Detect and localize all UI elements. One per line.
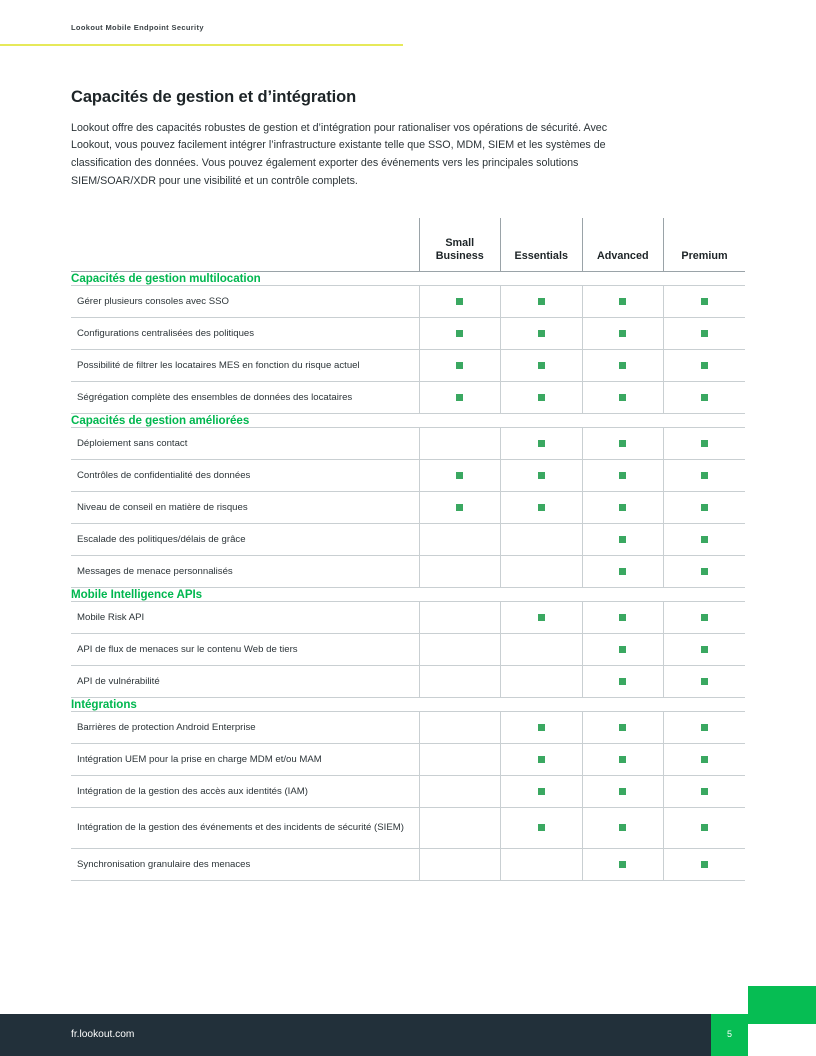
check-included-icon <box>701 362 708 369</box>
check-included-icon <box>619 788 626 795</box>
table-section-heading: Capacités de gestion améliorées <box>71 414 250 427</box>
check-included-icon <box>701 330 708 337</box>
check-included-icon <box>701 472 708 479</box>
feature-availability-cell <box>419 808 501 849</box>
feature-label: Gérer plusieurs consoles avec SSO <box>71 286 419 318</box>
feature-availability-cell <box>664 492 746 524</box>
check-included-icon <box>619 504 626 511</box>
check-included-icon <box>701 536 708 543</box>
check-included-icon <box>456 394 463 401</box>
feature-availability-cell <box>582 492 664 524</box>
check-included-icon <box>538 362 545 369</box>
feature-availability-cell <box>501 524 583 556</box>
feature-label: Ségrégation complète des ensembles de données des locataires <box>71 382 419 414</box>
section-spacer-cell <box>664 588 746 602</box>
check-included-icon <box>456 472 463 479</box>
check-included-icon <box>619 861 626 868</box>
table-row <box>71 350 745 382</box>
feature-availability-cell <box>582 460 664 492</box>
feature-availability-cell <box>664 712 746 744</box>
feature-availability-cell <box>419 634 501 666</box>
feature-availability-cell <box>501 318 583 350</box>
feature-label: API de vulnérabilité <box>71 666 419 698</box>
feature-availability-cell <box>419 382 501 414</box>
feature-availability-cell <box>664 428 746 460</box>
check-included-icon <box>619 362 626 369</box>
section-spacer-cell <box>582 272 664 286</box>
feature-availability-cell <box>664 776 746 808</box>
feature-availability-cell <box>664 744 746 776</box>
check-included-icon <box>538 330 545 337</box>
feature-availability-cell <box>664 808 746 849</box>
check-included-icon <box>619 756 626 763</box>
running-header <box>0 0 816 46</box>
feature-availability-cell <box>419 524 501 556</box>
feature-availability-cell <box>419 744 501 776</box>
feature-availability-cell <box>664 460 746 492</box>
feature-availability-cell <box>501 350 583 382</box>
feature-availability-cell <box>582 712 664 744</box>
feature-availability-cell <box>501 556 583 588</box>
feature-column-header <box>71 218 419 272</box>
table-section-heading: Capacités de gestion multilocation <box>71 272 261 285</box>
table-section-heading-row <box>71 414 745 428</box>
check-included-icon <box>619 824 626 831</box>
table-row <box>71 634 745 666</box>
feature-availability-cell <box>501 382 583 414</box>
check-included-icon <box>538 824 545 831</box>
feature-availability-cell <box>664 556 746 588</box>
feature-availability-cell <box>501 744 583 776</box>
section-spacer-cell <box>419 588 501 602</box>
feature-availability-cell <box>664 524 746 556</box>
feature-availability-cell <box>582 382 664 414</box>
table-body <box>71 272 745 881</box>
section-spacer-cell <box>582 588 664 602</box>
table-header-row <box>71 218 745 272</box>
tier-column-header-advanced <box>582 218 664 272</box>
section-spacer-cell <box>501 414 583 428</box>
page-title: Capacités de gestion et d’intégration <box>71 88 357 106</box>
check-included-icon <box>701 298 708 305</box>
feature-availability-cell <box>501 712 583 744</box>
table-row <box>71 428 745 460</box>
section-spacer-cell <box>664 272 746 286</box>
check-included-icon <box>701 440 708 447</box>
table-row <box>71 744 745 776</box>
check-included-icon <box>701 788 708 795</box>
running-header-label: Lookout Mobile Endpoint Security <box>71 23 204 32</box>
table-row <box>71 524 745 556</box>
feature-label: Niveau de conseil en matière de risques <box>71 492 419 524</box>
check-included-icon <box>456 298 463 305</box>
section-spacer-cell <box>501 272 583 286</box>
check-included-icon <box>619 678 626 685</box>
check-included-icon <box>538 472 545 479</box>
feature-availability-cell <box>664 666 746 698</box>
feature-label: Intégration de la gestion des accès aux identités (IAM) <box>71 776 419 808</box>
feature-availability-cell <box>582 849 664 881</box>
check-included-icon <box>701 504 708 511</box>
feature-availability-cell <box>419 712 501 744</box>
page-number: 5 <box>726 1029 732 1039</box>
feature-availability-cell <box>501 634 583 666</box>
feature-availability-cell <box>501 492 583 524</box>
table-section-heading: Mobile Intelligence APIs <box>71 588 203 601</box>
check-included-icon <box>619 724 626 731</box>
section-spacer-cell <box>501 588 583 602</box>
feature-availability-cell <box>582 556 664 588</box>
section-spacer-cell <box>582 698 664 712</box>
table-row <box>71 712 745 744</box>
feature-label: Intégration de la gestion des événements et des incidents de sécurité (SIEM) <box>71 808 419 849</box>
feature-availability-cell <box>582 744 664 776</box>
check-included-icon <box>456 362 463 369</box>
table-row <box>71 318 745 350</box>
check-included-icon <box>538 614 545 621</box>
tier-header-line1: Small <box>445 236 475 249</box>
feature-availability-cell <box>664 849 746 881</box>
table-section-heading: Intégrations <box>71 698 137 711</box>
tier-column-header-essentials <box>501 218 583 272</box>
table-row <box>71 666 745 698</box>
check-included-icon <box>619 646 626 653</box>
feature-label: Synchronisation granulaire des menaces <box>71 849 419 881</box>
feature-availability-cell <box>582 808 664 849</box>
feature-availability-cell <box>501 460 583 492</box>
feature-availability-cell <box>419 318 501 350</box>
feature-comparison-table <box>71 218 745 881</box>
check-included-icon <box>619 614 626 621</box>
check-included-icon <box>538 298 545 305</box>
feature-label: Mobile Risk API <box>71 602 419 634</box>
check-included-icon <box>619 568 626 575</box>
tier-column-header-premium <box>664 218 746 272</box>
feature-availability-cell <box>419 602 501 634</box>
feature-label: Barrières de protection Android Enterprise <box>71 712 419 744</box>
check-included-icon <box>456 504 463 511</box>
feature-availability-cell <box>501 602 583 634</box>
section-spacer-cell <box>582 414 664 428</box>
check-included-icon <box>701 861 708 868</box>
table-section-heading-row <box>71 588 745 602</box>
feature-label: Déploiement sans contact <box>71 428 419 460</box>
feature-label: Messages de menace personnalisés <box>71 556 419 588</box>
feature-availability-cell <box>582 602 664 634</box>
feature-label: Intégration UEM pour la prise en charge MDM et/ou MAM <box>71 744 419 776</box>
feature-availability-cell <box>582 634 664 666</box>
table-row <box>71 556 745 588</box>
feature-availability-cell <box>664 634 746 666</box>
feature-availability-cell <box>664 318 746 350</box>
section-spacer-cell <box>419 698 501 712</box>
check-included-icon <box>619 330 626 337</box>
feature-availability-cell <box>419 460 501 492</box>
feature-availability-cell <box>664 350 746 382</box>
feature-availability-cell <box>501 428 583 460</box>
section-spacer-cell <box>664 698 746 712</box>
feature-availability-cell <box>419 556 501 588</box>
feature-availability-cell <box>501 286 583 318</box>
section-spacer-cell <box>419 272 501 286</box>
feature-availability-cell <box>419 286 501 318</box>
feature-availability-cell <box>582 524 664 556</box>
tier-column-header-small-business <box>419 218 501 272</box>
feature-availability-cell <box>582 666 664 698</box>
table-row <box>71 808 745 849</box>
section-spacer-cell <box>419 414 501 428</box>
table-row <box>71 776 745 808</box>
check-included-icon <box>701 824 708 831</box>
feature-availability-cell <box>419 350 501 382</box>
feature-availability-cell <box>582 286 664 318</box>
table-header <box>71 218 745 272</box>
feature-availability-cell <box>419 428 501 460</box>
feature-availability-cell <box>582 318 664 350</box>
check-included-icon <box>619 440 626 447</box>
feature-label: API de flux de menaces sur le contenu Web de tiers <box>71 634 419 666</box>
feature-availability-cell <box>419 492 501 524</box>
check-included-icon <box>619 298 626 305</box>
feature-availability-cell <box>664 286 746 318</box>
tier-header-line1: Advanced <box>596 250 649 263</box>
feature-availability-cell <box>582 350 664 382</box>
feature-label: Configurations centralisées des politiques <box>71 318 419 350</box>
feature-label: Contrôles de confidentialité des données <box>71 460 419 492</box>
check-included-icon <box>619 536 626 543</box>
check-included-icon <box>701 678 708 685</box>
check-included-icon <box>701 394 708 401</box>
feature-availability-cell <box>501 666 583 698</box>
check-included-icon <box>538 724 545 731</box>
check-included-icon <box>619 394 626 401</box>
check-included-icon <box>456 330 463 337</box>
feature-availability-cell <box>664 602 746 634</box>
check-included-icon <box>538 394 545 401</box>
footer-url: fr.lookout.com <box>71 1029 135 1040</box>
header-accent-rule <box>0 44 403 46</box>
feature-label: Possibilité de filtrer les locataires MES en fonction du risque actuel <box>71 350 419 382</box>
check-included-icon <box>701 646 708 653</box>
check-included-icon <box>538 440 545 447</box>
tier-header-line2: Business <box>435 250 484 263</box>
check-included-icon <box>538 504 545 511</box>
section-spacer-cell <box>501 698 583 712</box>
table-row <box>71 286 745 318</box>
feature-availability-cell <box>501 808 583 849</box>
footer-accent-block <box>748 986 816 1024</box>
table-section-heading-row <box>71 272 745 286</box>
feature-availability-cell <box>501 776 583 808</box>
feature-availability-cell <box>419 849 501 881</box>
feature-availability-cell <box>582 428 664 460</box>
tier-header-line1: Essentials <box>514 250 568 263</box>
feature-label: Escalade des politiques/délais de grâce <box>71 524 419 556</box>
table-row <box>71 492 745 524</box>
intro-paragraph: Lookout offre des capacités robustes de gestion et d’intégration pour rationaliser vos opérations de sécurité. Avec Lookout, vous pouvez facilement intégrer l’infrastructure existante telle que SSO, MDM, SIEM et les systèmes de classification des données. Vous pouvez également exporter des événements vers les principales solutions SIEM/SOAR/XDR pour une visibilité et un contrôle complets. <box>71 121 608 187</box>
feature-availability-cell <box>419 776 501 808</box>
check-included-icon <box>538 788 545 795</box>
table-row <box>71 849 745 881</box>
table-row <box>71 602 745 634</box>
check-included-icon <box>701 756 708 763</box>
table-row <box>71 382 745 414</box>
table-row <box>71 460 745 492</box>
check-included-icon <box>619 472 626 479</box>
check-included-icon <box>701 614 708 621</box>
table-section-heading-row <box>71 698 745 712</box>
feature-availability-cell <box>419 666 501 698</box>
tier-header-line1: Premium <box>681 250 728 263</box>
intro-section <box>71 88 631 190</box>
check-included-icon <box>538 756 545 763</box>
feature-availability-cell <box>501 849 583 881</box>
check-included-icon <box>701 724 708 731</box>
section-spacer-cell <box>664 414 746 428</box>
feature-availability-cell <box>664 382 746 414</box>
check-included-icon <box>701 568 708 575</box>
feature-availability-cell <box>582 776 664 808</box>
